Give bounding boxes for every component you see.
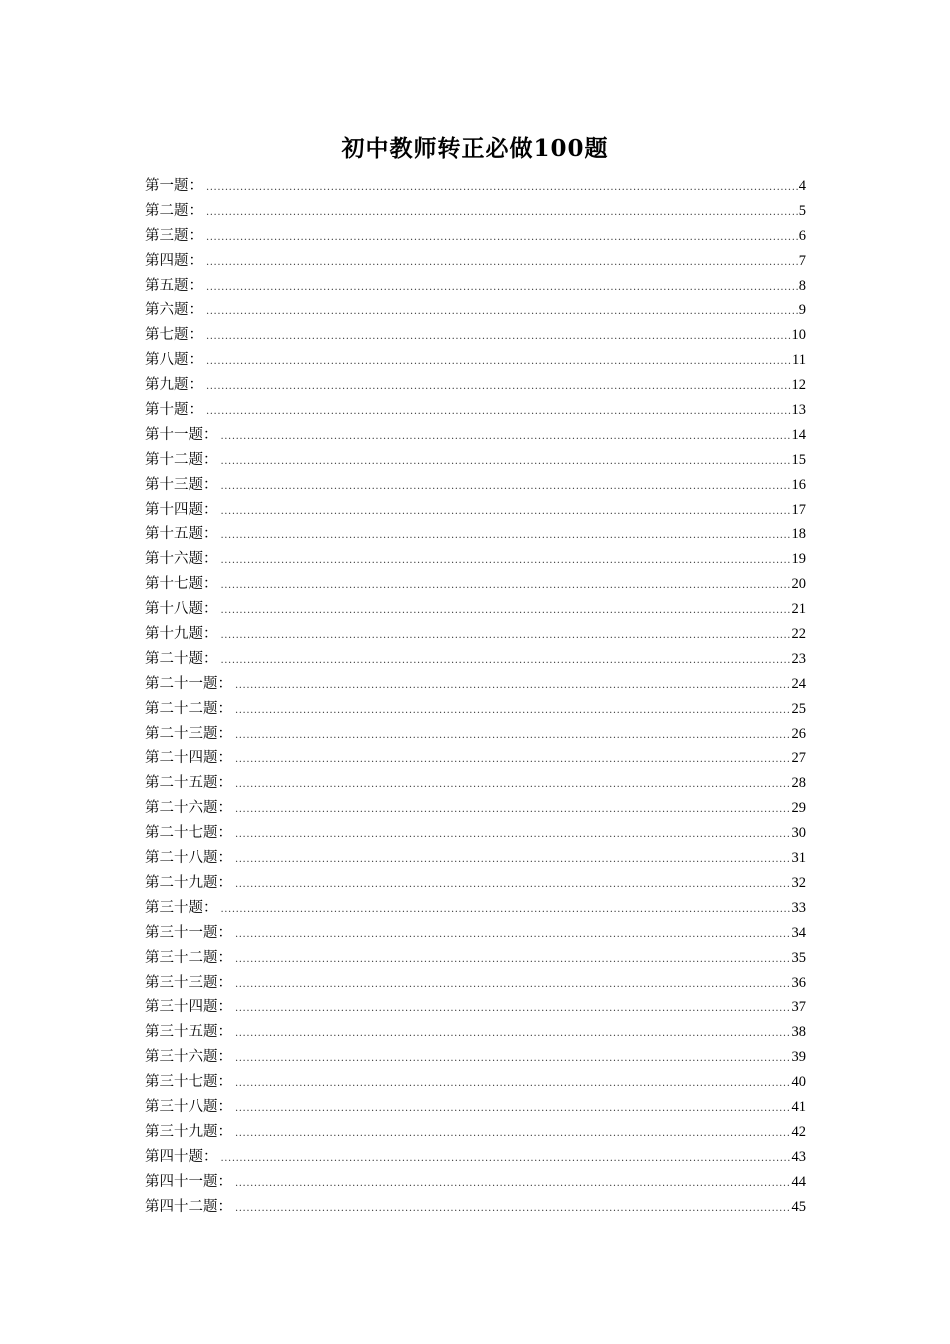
toc-dot-leader — [221, 1147, 791, 1172]
toc-dot-leader — [206, 325, 791, 350]
toc-entry-page-number: 40 — [791, 1074, 806, 1091]
toc-entry-page-number: 27 — [791, 750, 806, 767]
toc-entry-page-number: 20 — [791, 576, 806, 593]
page-title: 初中教师转正必做100题 — [341, 135, 609, 162]
toc-dot-leader — [221, 500, 791, 525]
toc-entry-label: 第三十七题： — [145, 1074, 232, 1091]
toc-entry-page-number: 35 — [791, 949, 806, 966]
toc-entry-label: 第十七题： — [145, 576, 218, 593]
toc-dot-leader — [206, 251, 798, 276]
toc-entry-label: 第五题： — [145, 277, 203, 294]
toc-dot-leader — [206, 276, 798, 301]
toc-dot-leader — [235, 1047, 791, 1072]
toc-dot-leader — [221, 574, 791, 599]
toc-entry-label: 第十五题： — [145, 526, 218, 543]
toc-entry-page-number: 44 — [791, 1173, 806, 1190]
toc-entry-page-number: 26 — [791, 725, 806, 742]
toc-entry-label: 第一题： — [145, 178, 203, 194]
toc-entry-label: 第二十一题： — [145, 675, 232, 692]
toc-entry-page-number: 5 — [798, 202, 806, 219]
toc-dot-leader — [235, 699, 791, 724]
toc-dot-leader — [235, 848, 791, 873]
toc-dot-leader — [235, 1122, 791, 1147]
toc-dot-leader — [221, 450, 791, 475]
toc-entry-page-number: 15 — [791, 451, 806, 468]
toc-entry-label: 第四题： — [145, 252, 203, 269]
toc-dot-leader — [206, 176, 798, 201]
toc-dot-leader — [221, 898, 791, 923]
toc-entry[interactable] — [145, 572, 806, 597]
toc-dot-leader — [221, 624, 791, 649]
toc-dot-leader — [235, 674, 791, 699]
toc-entry-label: 第十三题： — [145, 476, 218, 493]
toc-dot-leader — [235, 798, 791, 823]
toc-entry-label: 第二十二题： — [145, 700, 232, 717]
toc-entry-label: 第四十二题： — [145, 1198, 232, 1215]
toc-entry[interactable] — [145, 896, 806, 921]
toc-dot-leader — [235, 923, 791, 948]
toc-dot-leader — [235, 1097, 791, 1122]
toc-entry-label: 第二十六题： — [145, 800, 232, 817]
toc-entry[interactable] — [145, 597, 806, 622]
toc-entry-page-number: 41 — [791, 1098, 806, 1115]
toc-entry-label: 第十题： — [145, 402, 203, 419]
toc-dot-leader — [221, 524, 791, 549]
toc-entry-label: 第二十题： — [145, 650, 218, 667]
toc-entry-page-number: 13 — [791, 402, 806, 419]
toc-entry-page-number: 33 — [791, 899, 806, 916]
toc-dot-leader — [206, 300, 798, 325]
toc-entry-page-number: 42 — [791, 1123, 806, 1140]
toc-entry-label: 第十四题： — [145, 501, 218, 518]
toc-dot-leader — [235, 997, 791, 1022]
toc-entry-label: 第四十题： — [145, 1148, 218, 1165]
toc-entry-label: 第十六题： — [145, 551, 218, 568]
toc-entry-page-number: 28 — [791, 775, 806, 792]
toc-entry[interactable] — [145, 1095, 806, 1120]
toc-entry[interactable] — [145, 224, 806, 249]
toc-entry[interactable] — [145, 921, 806, 946]
toc-entry[interactable] — [145, 323, 806, 348]
toc-dot-leader — [235, 1172, 791, 1197]
toc-entry-page-number: 31 — [791, 850, 806, 867]
toc-dot-leader — [235, 773, 791, 798]
toc-entry-label: 第三十题： — [145, 899, 218, 916]
toc-entry-page-number: 22 — [791, 626, 806, 643]
toc-dot-leader — [221, 649, 791, 674]
toc-entry[interactable] — [145, 1120, 806, 1145]
toc-entry-label: 第三十六题： — [145, 1049, 232, 1066]
toc-entry-label: 第四十一题： — [145, 1173, 232, 1190]
toc-entry[interactable] — [145, 1170, 806, 1195]
toc-dot-leader — [206, 400, 791, 425]
toc-entry[interactable] — [145, 274, 806, 299]
toc-dot-leader — [235, 1022, 791, 1047]
toc-entry-page-number: 8 — [798, 277, 806, 294]
table-of-contents — [145, 174, 806, 1219]
toc-entry[interactable] — [145, 871, 806, 896]
toc-entry[interactable] — [145, 398, 806, 423]
toc-dot-leader — [221, 475, 791, 500]
toc-entry[interactable] — [145, 522, 806, 547]
toc-entry-page-number: 18 — [791, 526, 806, 543]
toc-dot-leader — [221, 599, 791, 624]
toc-entry-label: 第十九题： — [145, 626, 218, 643]
toc-entry-label: 第八题： — [145, 352, 203, 369]
toc-entry-page-number: 32 — [791, 874, 806, 891]
toc-entry-page-number: 29 — [791, 800, 806, 817]
toc-dot-leader — [235, 948, 791, 973]
toc-entry-page-number: 21 — [791, 601, 806, 618]
toc-entry-page-number: 37 — [791, 999, 806, 1016]
toc-entry-label: 第三题： — [145, 227, 203, 244]
toc-dot-leader — [221, 549, 791, 574]
toc-entry-page-number: 38 — [791, 1024, 806, 1041]
toc-dot-leader — [235, 823, 791, 848]
toc-entry-page-number: 25 — [791, 700, 806, 717]
toc-dot-leader — [221, 425, 791, 450]
toc-entry-label: 第二十九题： — [145, 874, 232, 891]
toc-entry[interactable] — [145, 1070, 806, 1095]
toc-entry-label: 第十二题： — [145, 451, 218, 468]
toc-entry-label: 第二十八题： — [145, 850, 232, 867]
toc-entry[interactable] — [145, 1195, 806, 1220]
toc-dot-leader — [206, 226, 798, 251]
toc-entry-page-number: 14 — [791, 426, 806, 443]
toc-entry[interactable] — [145, 846, 806, 871]
toc-dot-leader — [206, 375, 791, 400]
toc-entry[interactable] — [145, 448, 806, 473]
toc-entry-page-number: 4 — [798, 178, 806, 194]
toc-entry[interactable] — [145, 199, 806, 224]
toc-entry-label: 第二十三题： — [145, 725, 232, 742]
toc-entry-label: 第十八题： — [145, 601, 218, 618]
toc-entry-page-number: 45 — [791, 1198, 806, 1215]
toc-dot-leader — [235, 748, 791, 773]
toc-entry[interactable] — [145, 348, 806, 373]
toc-entry[interactable] — [145, 746, 806, 771]
toc-entry-page-number: 17 — [791, 501, 806, 518]
toc-entry-page-number: 16 — [791, 476, 806, 493]
toc-entry-page-number: 10 — [791, 327, 806, 344]
toc-entry-page-number: 34 — [791, 924, 806, 941]
toc-entry-label: 第三十四题： — [145, 999, 232, 1016]
toc-dot-leader — [235, 873, 791, 898]
toc-entry[interactable] — [145, 971, 806, 996]
toc-dot-leader — [235, 1072, 791, 1097]
toc-dot-leader — [206, 201, 798, 226]
toc-entry[interactable] — [145, 498, 806, 523]
toc-entry[interactable] — [145, 995, 806, 1020]
toc-entry-page-number: 39 — [791, 1049, 806, 1066]
toc-entry[interactable] — [145, 547, 806, 572]
toc-entry-label: 第九题： — [145, 377, 203, 394]
toc-dot-leader — [235, 973, 791, 998]
toc-entry-label: 第二题： — [145, 202, 203, 219]
toc-entry-page-number: 30 — [791, 825, 806, 842]
toc-entry-page-number: 12 — [791, 377, 806, 394]
toc-entry-label: 第三十一题： — [145, 924, 232, 941]
toc-entry[interactable] — [145, 1020, 806, 1045]
toc-dot-leader — [235, 1197, 791, 1222]
toc-entry-label: 第六题： — [145, 302, 203, 319]
toc-entry-page-number: 36 — [791, 974, 806, 991]
toc-entry[interactable] — [145, 423, 806, 448]
toc-entry-page-number: 43 — [791, 1148, 806, 1165]
toc-entry[interactable] — [145, 697, 806, 722]
toc-entry-label: 第三十三题： — [145, 974, 232, 991]
toc-dot-leader — [235, 724, 791, 749]
toc-entry[interactable] — [145, 821, 806, 846]
toc-entry[interactable] — [145, 298, 806, 323]
toc-entry-page-number: 24 — [791, 675, 806, 692]
toc-entry[interactable] — [145, 249, 806, 274]
toc-entry-page-number: 19 — [791, 551, 806, 568]
toc-entry[interactable] — [145, 473, 806, 498]
toc-entry[interactable] — [145, 622, 806, 647]
toc-entry-label: 第二十七题： — [145, 825, 232, 842]
toc-entry-label: 第十一题： — [145, 426, 218, 443]
toc-entry[interactable] — [145, 373, 806, 398]
toc-entry[interactable] — [145, 1145, 806, 1170]
toc-entry[interactable] — [145, 722, 806, 747]
toc-entry-label: 第三十八题： — [145, 1098, 232, 1115]
toc-entry-page-number: 9 — [798, 302, 806, 319]
toc-entry-page-number: 23 — [791, 650, 806, 667]
toc-entry[interactable] — [145, 1045, 806, 1070]
toc-entry-label: 第七题： — [145, 327, 203, 344]
toc-entry-label: 第三十五题： — [145, 1024, 232, 1041]
toc-entry[interactable] — [145, 647, 806, 672]
toc-entry-page-number: 7 — [798, 252, 806, 269]
toc-entry-label: 第二十四题： — [145, 750, 232, 767]
toc-entry[interactable] — [145, 946, 806, 971]
toc-entry-label: 第三十九题： — [145, 1123, 232, 1140]
toc-entry-label: 第二十五题： — [145, 775, 232, 792]
toc-entry[interactable] — [145, 672, 806, 697]
toc-dot-leader — [206, 350, 791, 375]
toc-entry[interactable] — [145, 174, 806, 199]
toc-entry-page-number: 6 — [798, 227, 806, 244]
toc-entry[interactable] — [145, 796, 806, 821]
toc-entry-label: 第三十二题： — [145, 949, 232, 966]
toc-entry-page-number: 11 — [792, 352, 806, 369]
toc-entry[interactable] — [145, 771, 806, 796]
